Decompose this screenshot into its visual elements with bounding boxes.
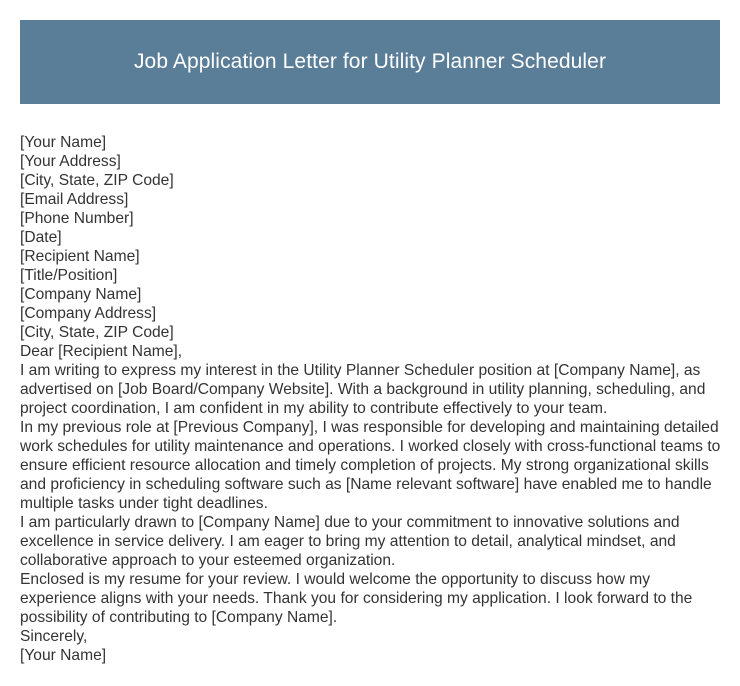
sender-email: [Email Address] (20, 191, 129, 208)
salutation: Dear [Recipient Name], (20, 343, 183, 360)
recipient-company: [Company Name] (20, 286, 142, 303)
letter-date: [Date] (20, 229, 62, 246)
sender-phone: [Phone Number] (20, 210, 134, 227)
letter-body (20, 133, 722, 665)
body-paragraph: I am writing to express my interest in the Utility Planner Scheduler position at [Company Name], as advertised on [Job Board/Company Website]. With a background in utility planning, scheduling, and project coordination, I am confident in my ability to contribute effectively to your team. (20, 362, 706, 417)
page-title: Job Application Letter for Utility Planner Scheduler (133, 50, 607, 73)
body-paragraph: Enclosed is my resume for your review. I would welcome the opportunity to discuss how my experience aligns with your needs. Thank you for considering my application. I look forward to the possibility of contributing to [Company Name]. (20, 571, 693, 626)
closing: Sincerely, (20, 628, 88, 645)
recipient-address: [Company Address] (20, 305, 157, 322)
letter-header-banner (20, 20, 720, 104)
body-paragraph: I am particularly drawn to [Company Name] due to your commitment to innovative solutions and excellence in service delivery. I am eager to bring my attention to detail, analytical mindset, and collaborative approach to your esteemed organization. (20, 514, 680, 569)
body-paragraph: In my previous role at [Previous Company], I was responsible for developing and maintaining detailed work schedules for utility maintenance and operations. I worked closely with cross-functional teams to ensure efficient resource allocation and timely completion of projects. My strong organizational skills and proficiency in scheduling software such as [Name relevant software] have enabled me to handle multiple tasks under tight deadlines. (20, 419, 721, 512)
recipient-name: [Recipient Name] (20, 248, 140, 265)
recipient-city-state-zip: [City, State, ZIP Code] (20, 324, 174, 341)
signature: [Your Name] (20, 647, 107, 664)
sender-city-state-zip: [City, State, ZIP Code] (20, 172, 174, 189)
sender-address: [Your Address] (20, 153, 121, 170)
recipient-title: [Title/Position] (20, 267, 118, 284)
sender-name: [Your Name] (20, 134, 107, 151)
